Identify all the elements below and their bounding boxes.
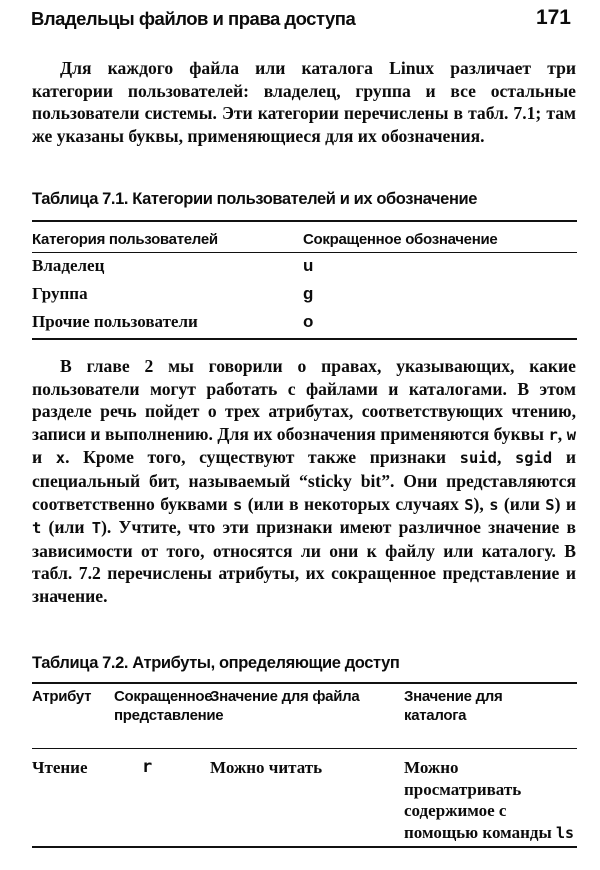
code-r: r <box>548 425 558 444</box>
code-T: T <box>91 519 102 538</box>
table1-cell-g: g <box>303 284 314 303</box>
page-number: 171 <box>535 6 571 29</box>
table1-cell-u: u <box>303 256 314 275</box>
code-s: s <box>233 495 243 514</box>
intro-paragraph: Для каждого файла или каталога Linux различает три категории пользователей: владелец, группа и все остальные пользователи системы. Эти категории перечислены в табл. 7.1; там же указаны буквы, применяющиеся для их обозначения. <box>32 58 576 146</box>
code-ls: ls <box>556 823 575 842</box>
running-header <box>31 6 571 32</box>
table2-col-header-attribute: Атрибут <box>32 688 92 705</box>
table2-col-header-dir: Значение для каталога <box>404 688 503 724</box>
table1-top-rule <box>32 220 577 222</box>
code-S: S <box>545 495 555 514</box>
code-S: S <box>464 495 474 514</box>
code-w: w <box>566 425 577 444</box>
table1-cell-group: Группа <box>32 284 88 303</box>
table2-cell-r: r <box>142 757 153 777</box>
code-suid: suid <box>459 449 497 468</box>
code-x: x <box>55 449 66 468</box>
table1-caption: Таблица 7.1. Категории пользователей и их обозначение <box>32 190 478 208</box>
table2-bottom-rule <box>32 846 577 848</box>
table2-col-header-short: Сокращенное представление <box>114 688 224 724</box>
table2-cell-dir-value: Можно просматривать содержимое с помощью команды ls <box>404 758 575 842</box>
chapter-title: Владельцы файлов и права доступа <box>31 8 356 29</box>
code-t: t <box>32 519 42 538</box>
table1-col-header-abbrev: Сокращенное обозначение <box>303 231 498 248</box>
table1-col-header-category: Категория пользователей <box>32 231 218 248</box>
table1-cell-others: Прочие пользователи <box>32 312 198 331</box>
code-sgid: sgid <box>514 449 553 468</box>
table2-caption: Таблица 7.2. Атрибуты, определяющие доступ <box>32 654 400 672</box>
table2-col-header-file: Значение для файла <box>210 688 360 705</box>
table1-bottom-rule <box>32 338 577 340</box>
table1-cell-o: o <box>303 312 314 331</box>
table2-cell-file-value: Можно читать <box>210 758 323 777</box>
code-s: s <box>489 495 499 514</box>
attributes-paragraph: В главе 2 мы говорили о правах, указывающих, какие пользователи могут работать с файлами и каталогами. В этом разделе речь пойдет о трех атрибутах, соответствующих чтению, записи и выполнению. Для их обозначения применяются буквы r, w и x. Кроме того, существуют также признаки suid, sgid и специальный бит, называемый “sticky bit”. Они представляются соответственно буквами s (или в некоторых случаях S), s (или S) и t (или T). Учтите, что эти признаки имеют различное значение в зависимости от того, относятся ли они к файлу или каталогу. В табл. 7.2 перечислены атрибуты, их сокращенное представление и значение. <box>32 356 577 606</box>
table1-cell-owner: Владелец <box>32 256 105 275</box>
table2-top-rule <box>32 682 577 684</box>
table1-header-rule <box>32 252 577 253</box>
table2-header-rule <box>32 748 577 749</box>
table2-cell-read: Чтение <box>32 758 88 777</box>
